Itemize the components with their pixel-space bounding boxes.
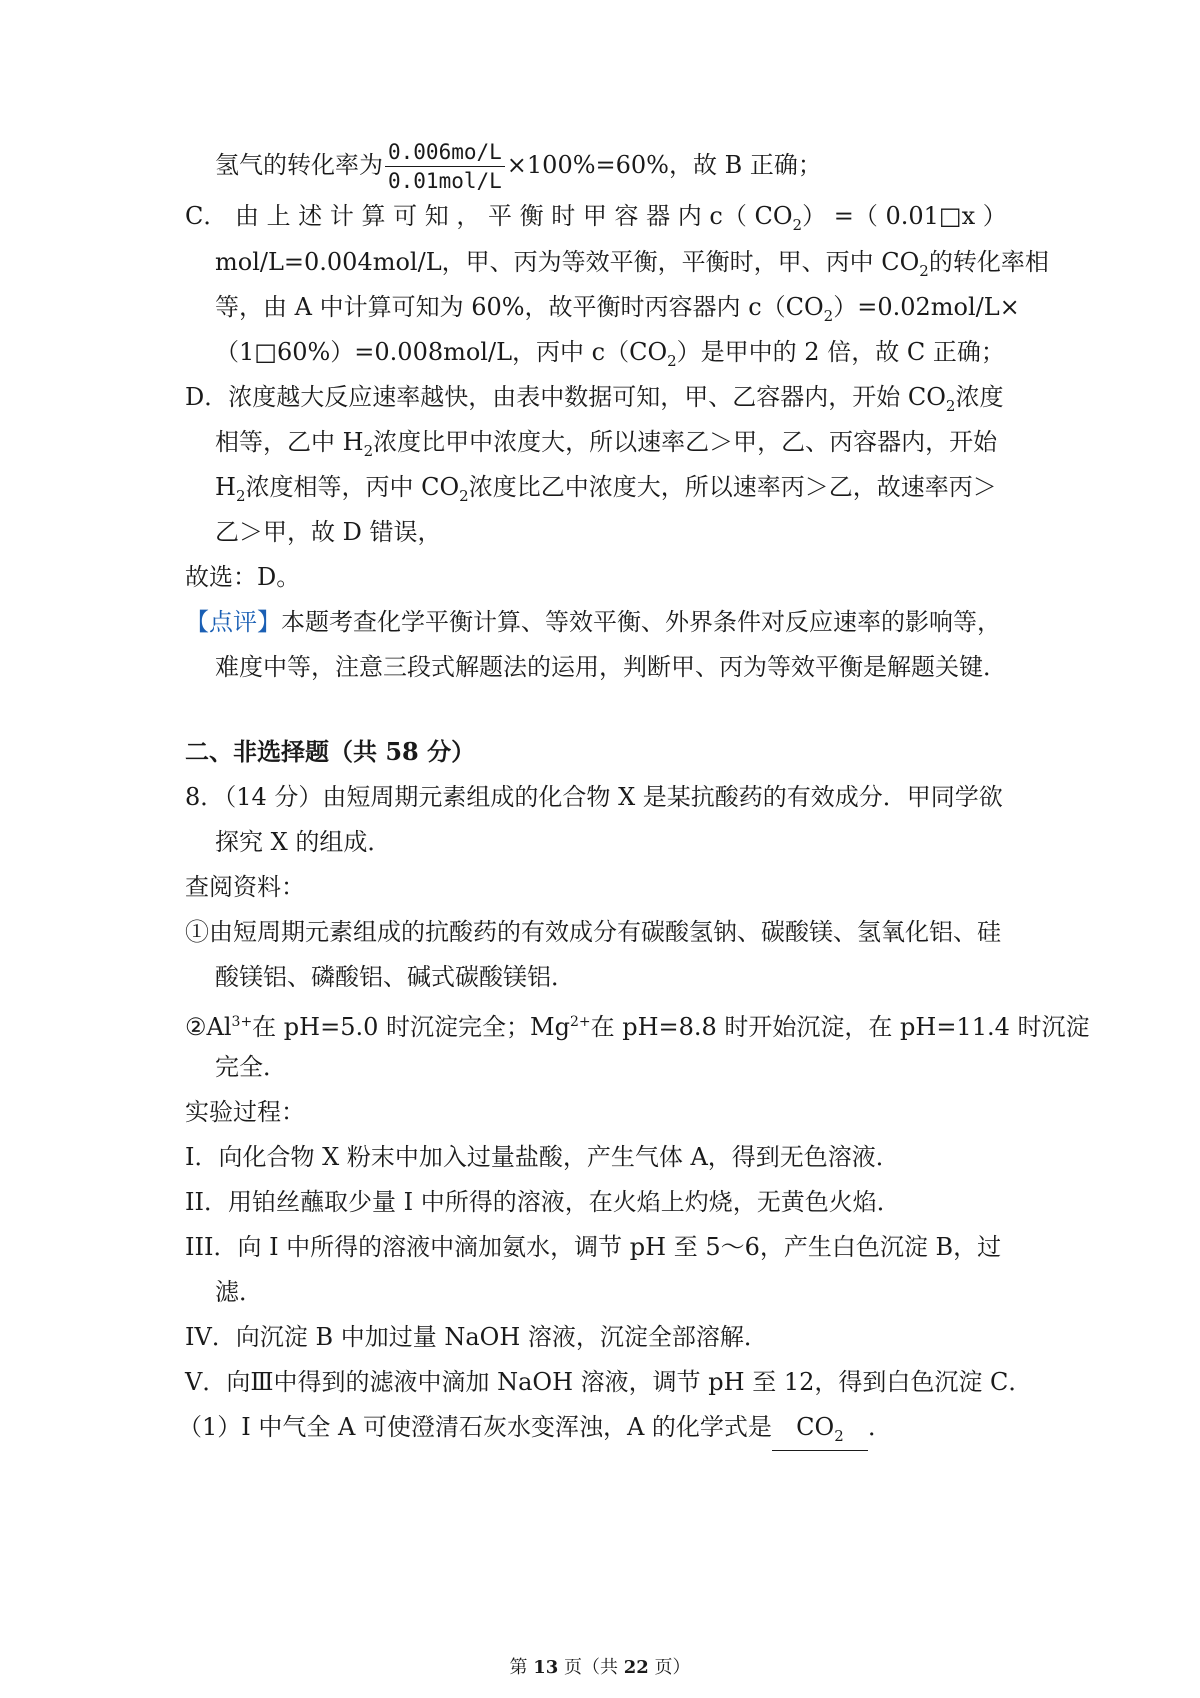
subscript: 2 [792, 215, 803, 234]
page-number: 13 [533, 1657, 559, 1678]
subscript: 2 [919, 261, 929, 280]
step-4: IV．向沉淀 B 中加过量 NaOH 溶液，沉淀全部溶解． [185, 1323, 768, 1351]
subscript: 2 [363, 441, 374, 460]
superscript: 3+ [231, 1014, 253, 1030]
conversion-fraction [385, 140, 505, 193]
final-choice: 故选：D。 [185, 563, 301, 591]
reference-1-line-1: ①由短周期元素组成的抗酸药的有效成分有碳酸氢钠、碳酸镁、氢氧化铝、硅 [185, 918, 1001, 946]
h2-conversion-line [215, 140, 822, 193]
text-segment: H [215, 473, 236, 501]
q8-line-2: 探究 X 的组成． [215, 828, 392, 856]
text-segment: ②Al [185, 1013, 232, 1041]
text-segment: 浓度比甲中浓度大，所以速率乙＞甲，乙、丙容器内，开始 [373, 428, 998, 456]
option-c-line-1 [185, 199, 1007, 242]
answer-text: CO [796, 1413, 835, 1441]
step-3-line-1: III．向 I 中所得的溶液中滴加氨水，调节 pH 至 5～6，产生白色沉淀 B，过 [185, 1233, 1002, 1261]
text-segment: 等，由 A 中计算可知为 60%，故平衡时丙容器内 c（CO [215, 293, 824, 321]
option-d-line-4: 乙＞甲，故 D 错误， [215, 518, 442, 546]
footer-text: 第 [509, 1657, 534, 1678]
fraction-denominator: 0.01mol/L [388, 169, 502, 193]
subscript: 2 [667, 351, 677, 370]
step-3-line-2: 滤． [215, 1278, 263, 1306]
text-segment: ）是甲中的 2 倍，故 C 正确； [676, 338, 1005, 366]
option-d-line-1 [185, 380, 1003, 423]
q8-line-1: 8．（14 分）由短周期元素组成的化合物 X 是某抗酸药的有效成分．甲同学欲 [185, 783, 1003, 811]
text-segment: 相等，乙中 H [215, 428, 364, 456]
subscript: 2 [945, 396, 956, 415]
h2-line-result: ×100%=60%，故 B 正确； [506, 151, 822, 179]
subscript: 2 [459, 486, 469, 505]
answer-blank [772, 1413, 868, 1451]
fraction-numerator: 0.006mo/L [385, 140, 505, 167]
reference-1-line-2: 酸镁铝、磷酸铝、碱式碳酸镁铝． [215, 963, 575, 991]
text-segment: ） =（ 0.01□x ） [802, 202, 1007, 230]
text-segment: ． [867, 1413, 892, 1441]
section-title: 二、非选择题（共 58 分） [185, 737, 476, 766]
text-segment: C． 由 上 述 计 算 可 知 ， 平 衡 时 甲 容 器 内 c（ CO [185, 202, 793, 230]
footer-text: 页（共 [558, 1657, 624, 1678]
text-segment: mol/L=0.004mol/L，甲、丙为等效平衡，平衡时，甲、丙中 CO [215, 248, 920, 276]
text-segment: ）=0.02mol/L× [833, 293, 1020, 321]
text-segment: 浓度相等，丙中 CO [245, 473, 460, 501]
text-segment: 的转化率相 [928, 248, 1049, 276]
step-1: I．向化合物 X 粉末中加入过量盐酸，产生气体 A，得到无色溶液． [185, 1143, 900, 1171]
reference-2-line-2: 完全． [215, 1053, 287, 1081]
text-segment: （1）I 中气全 A 可使澄清石灰水变浑浊，A 的化学式是 [178, 1413, 772, 1441]
page-footer [0, 1656, 1200, 1680]
option-c-line-2 [215, 245, 1049, 288]
subscript: 2 [823, 306, 834, 325]
sub-question-1 [178, 1410, 892, 1451]
text-segment: 浓度 [955, 383, 1004, 411]
text-segment: 在 pH=5.0 时沉淀完全；Mg [252, 1013, 570, 1041]
reference-2-line-1 [185, 1005, 1090, 1044]
option-d-line-2 [215, 425, 997, 468]
step-2: II．用铂丝蘸取少量 I 中所得的溶液，在火焰上灼烧，无黄色火焰． [185, 1188, 901, 1216]
experiment-title: 实验过程： [185, 1098, 305, 1126]
superscript: 2+ [569, 1014, 591, 1030]
option-d-line-3 [215, 470, 997, 513]
comment-line-1 [185, 605, 1001, 639]
subscript: 2 [235, 486, 246, 505]
option-c-line-3 [215, 290, 1020, 333]
footer-text: 页） [648, 1657, 691, 1678]
text-segment: D．浓度越大反应速率越快，由表中数据可知，甲、乙容器内，开始 CO [185, 383, 946, 411]
step-5: V．向Ⅲ中得到的滤液中滴加 NaOH 溶液，调节 pH 至 12，得到白色沉淀 C． [185, 1368, 1033, 1396]
h2-line-text: 氢气的转化率为 [215, 151, 383, 179]
text-segment: 本题考查化学平衡计算、等效平衡、外界条件对反应速率的影响等， [281, 608, 1001, 636]
text-segment: 在 pH=8.8 时开始沉淀，在 pH=11.4 时沉淀 [590, 1013, 1090, 1041]
reference-title: 查阅资料： [185, 873, 305, 901]
option-c-line-4 [215, 335, 1005, 378]
total-pages: 22 [623, 1657, 649, 1678]
comment-tag: 【点评】 [185, 608, 281, 636]
text-segment: 浓度比乙中浓度大，所以速率丙＞乙，故速率丙＞ [468, 473, 997, 501]
comment-line-2: 难度中等，注意三段式解题法的运用，判断甲、丙为等效平衡是解题关键． [215, 653, 1007, 681]
text-segment: （1□60%）=0.008mol/L，丙中 c（CO [215, 338, 668, 366]
subscript: 2 [834, 1426, 844, 1445]
